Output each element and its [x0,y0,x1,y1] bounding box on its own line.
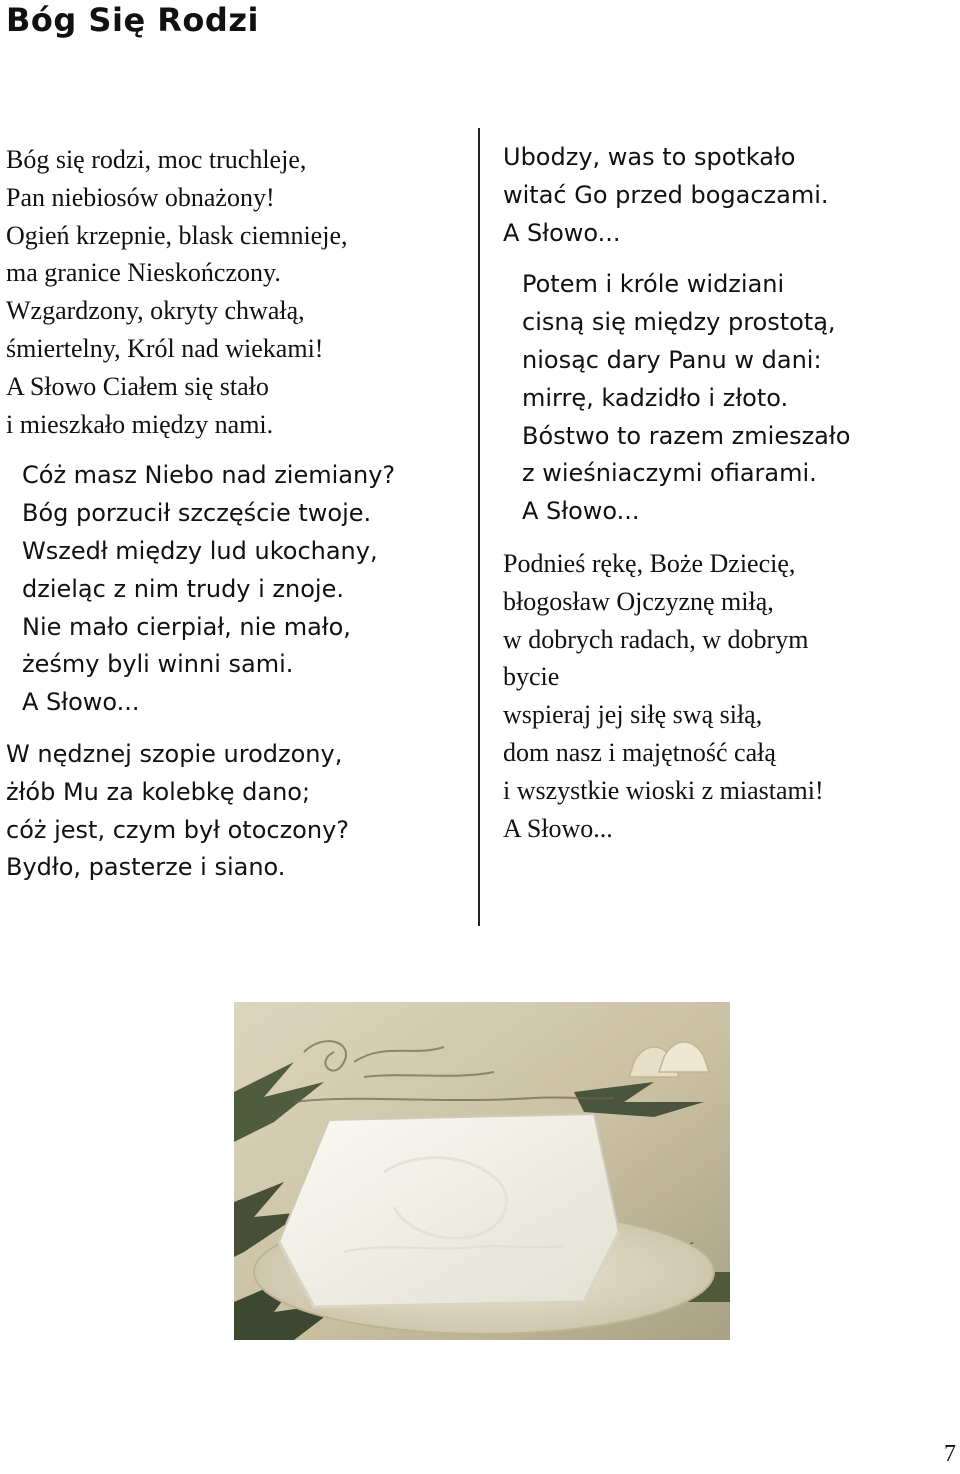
right-stanza-1 [503,139,850,252]
verse-line: w dobrych radach, w dobrym [503,624,809,654]
verse-line: żeśmy byli winni sami. [22,650,294,679]
verse-line: z wieśniaczymi ofiarami. [522,459,817,488]
verse-line: śmiertelny, Król nad wiekami! [6,333,324,363]
christmas-wafer-illustration [234,1002,730,1340]
column-divider [478,128,480,926]
verse-line: bycie [503,662,560,692]
christmas-wafer-picture [234,1002,730,1340]
left-stanza-2 [6,457,395,722]
verse-line: A Słowo... [503,813,613,843]
verse-line: ma granice Nieskończony. [6,258,281,288]
verse-line: Ogień krzepnie, blask ciemnieje, [6,220,348,250]
verse-line: cisną się między prostotą, [522,308,836,337]
left-stanza-3 [6,736,395,887]
verse-line: Pan niebiosów obnażony! [6,182,275,212]
verse-line: dzieląc z nim trudy i znoje. [22,574,344,603]
right-stanza-3 [503,545,850,847]
verse-line: Wzgardzony, okryty chwałą, [6,296,305,326]
verse-line: Bóg się rodzi, moc truchleje, [6,145,307,174]
verse-line: cóż jest, czym był otoczony? [6,815,350,844]
verse-line: A Słowo... [503,218,621,247]
verse-line: Bóg porzucił szczęście twoje. [22,499,372,528]
verse-line: wspieraj jej siłę swą siłą, [503,700,763,730]
right-column [503,139,850,861]
wafer [279,1114,619,1307]
left-column [6,141,395,901]
verse-line: witać Go przed bogaczami. [503,180,829,209]
verse-line: dom nasz i majętność całą [503,737,776,767]
verse-line: Bydło, pasterze i siano. [6,853,286,882]
verse-line: A Słowo Ciałem się stało [6,371,269,401]
verse-line: Cóż masz Niebo nad ziemiany? [22,461,396,490]
right-stanza-2 [503,266,850,531]
verse-line: mirrę, kadzidło i złoto. [522,383,789,412]
verse-line: Wszedł między lud ukochany, [22,536,378,565]
page-number: 7 [944,1441,956,1467]
verse-line: błogosław Ojczyznę miłą, [503,586,774,616]
verse-line: Bóstwo to razem zmieszało [522,421,851,450]
verse-line: i wszystkie wioski z miastami! [503,775,824,805]
page-title: Bóg Się Rodzi [6,1,259,39]
verse-line: Podnieś rękę, Boże Dziecię, [503,548,796,578]
verse-line: Potem i króle widziani [522,270,785,299]
verse-line: A Słowo... [522,497,640,526]
verse-line: i mieszkało między nami. [6,409,274,439]
left-stanza-1 [6,141,395,443]
verse-line: niosąc dary Panu w dani: [522,345,822,374]
verse-line: W nędznej szopie urodzony, [6,739,343,768]
verse-line: żłób Mu za kolebkę dano; [6,777,311,806]
verse-line: Ubodzy, was to spotkało [503,143,796,171]
verse-line: Nie mało cierpiał, nie mało, [22,612,351,641]
verse-line: A Słowo... [22,688,140,717]
